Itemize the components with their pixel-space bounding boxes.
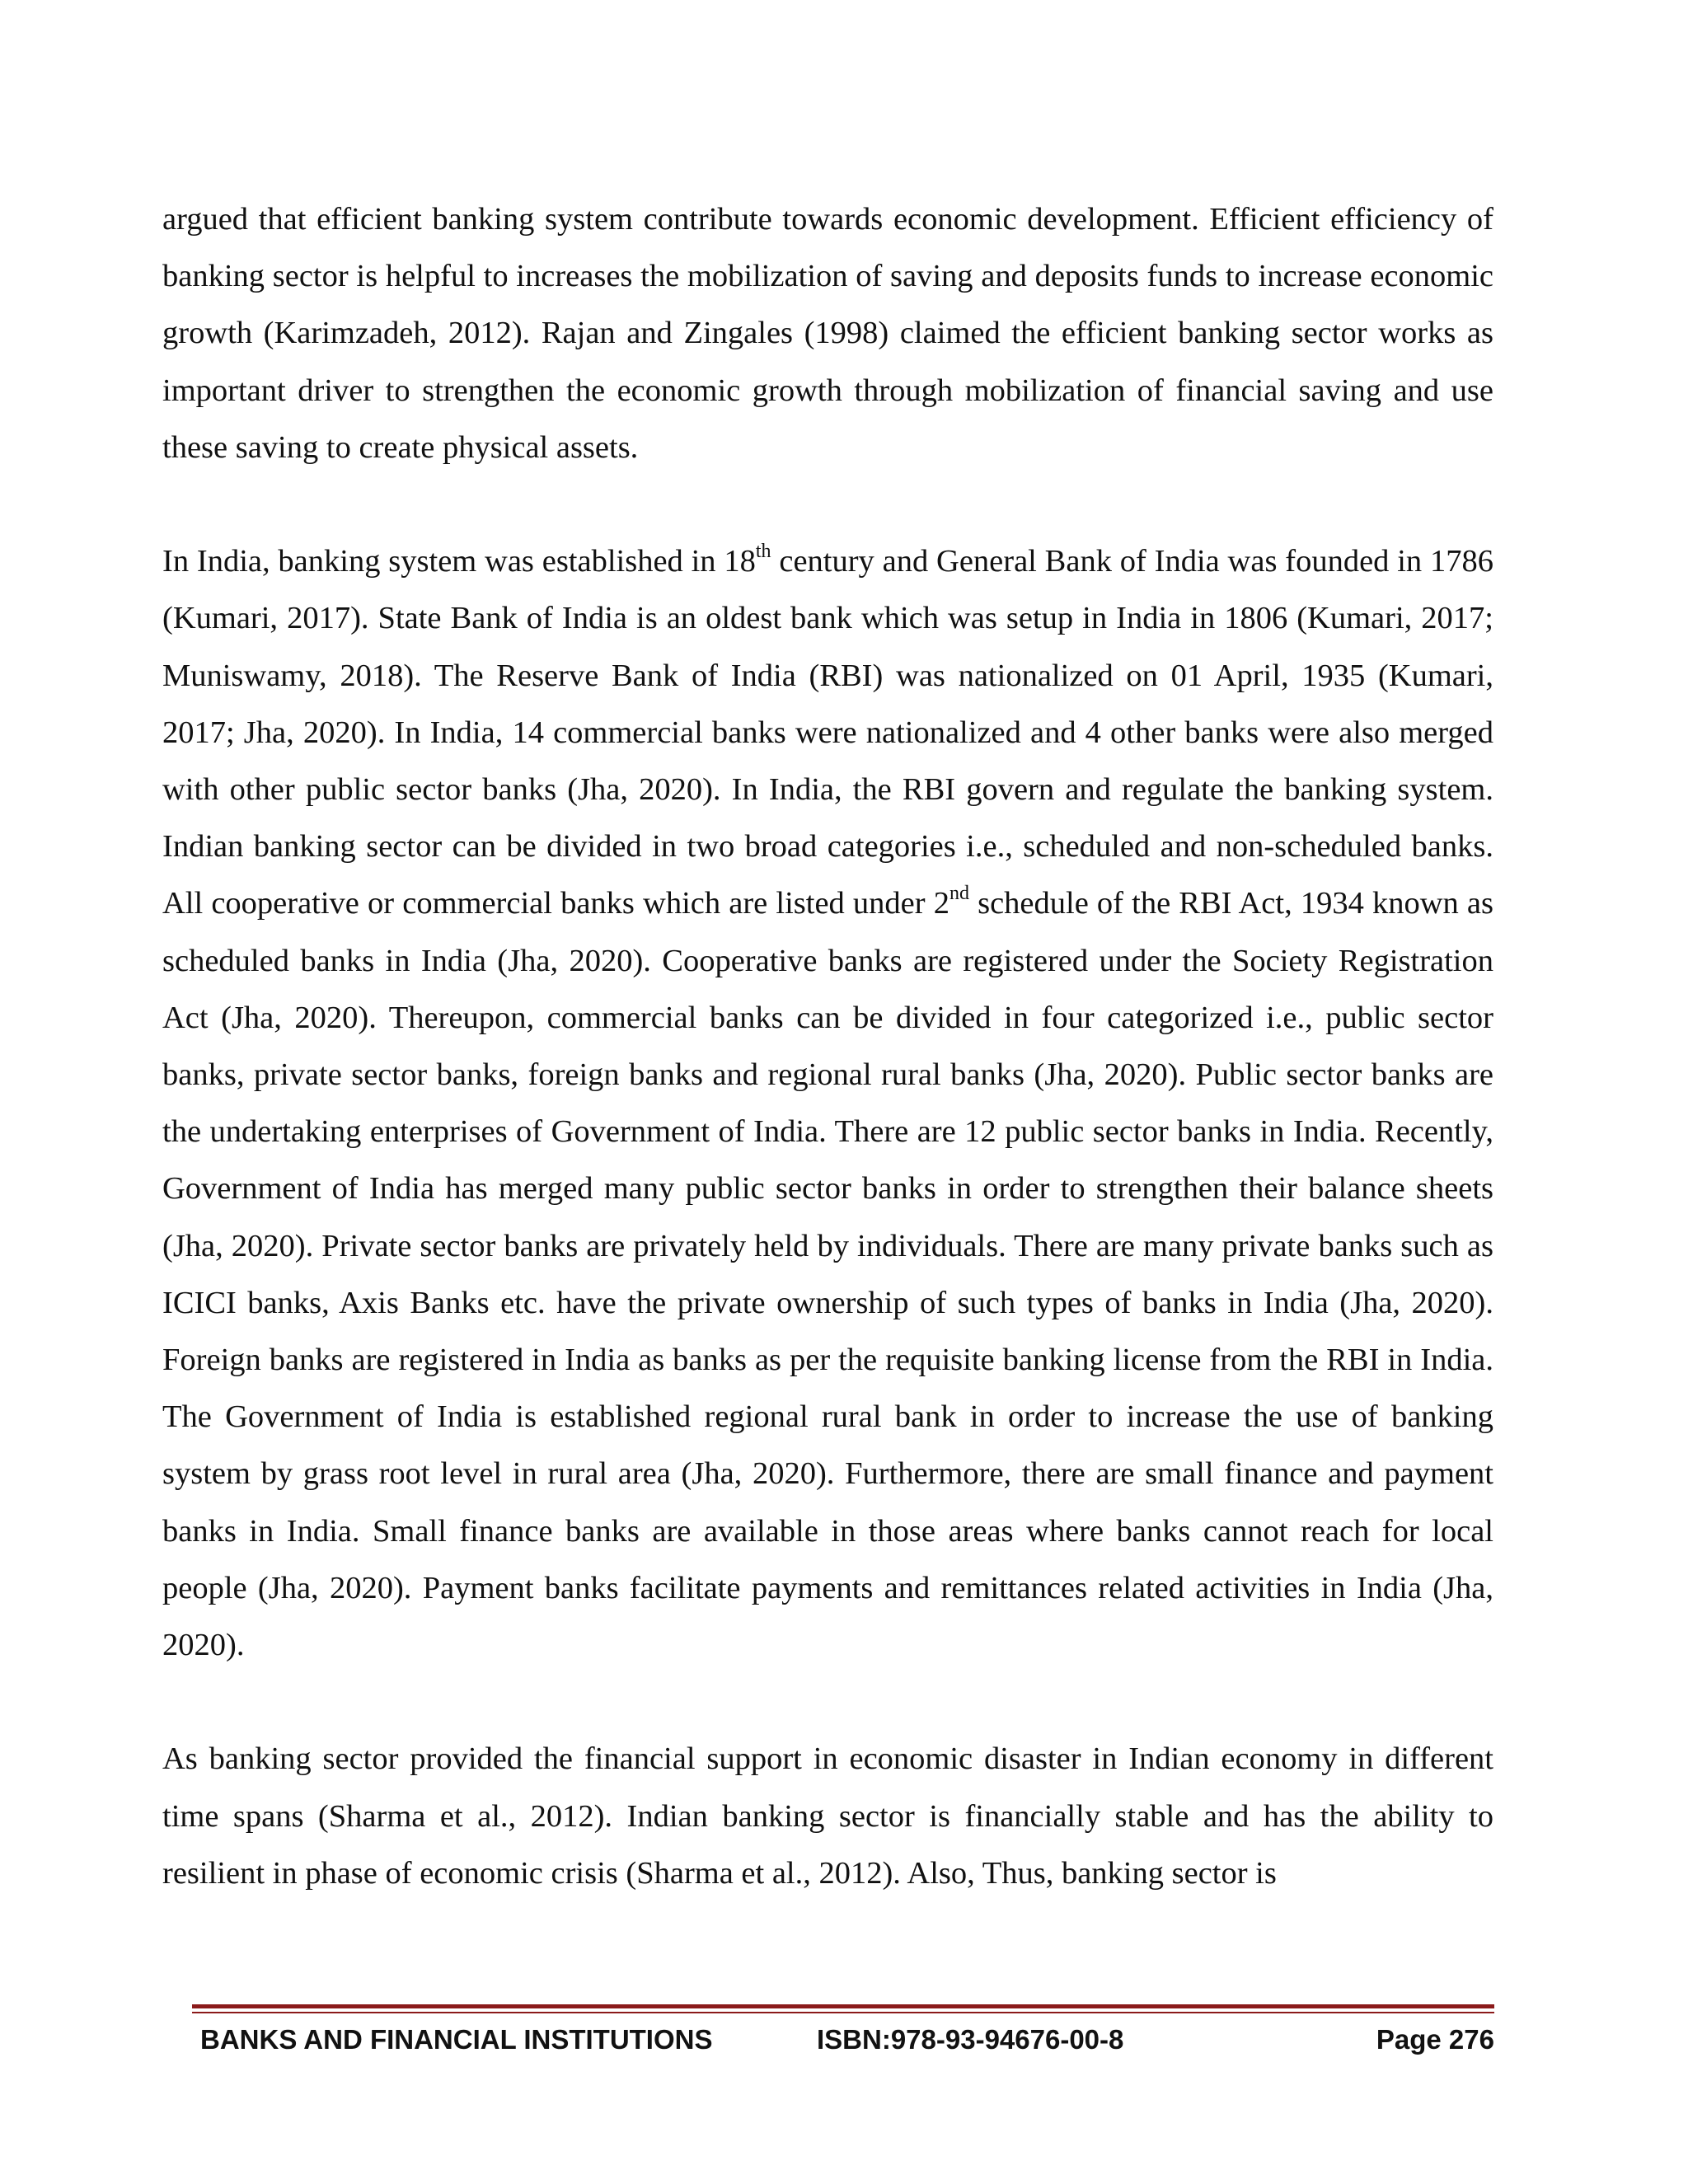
footer-divider-thin (192, 2012, 1494, 2013)
paragraph-2-text-a: In India, banking system was established in 18 (162, 544, 756, 579)
paragraph-3 (162, 1731, 1493, 1902)
paragraph-3-text: As banking sector provided the financial support in economic disaster in Indian economy in different time spans (Sharma et al., 2012). Indian banking sector is financially stable and has the ability to resilient in phase of economic crisis (Sharma et al., 2012). Also, Thus, banking sector is (162, 1741, 1493, 1891)
footer-isbn: ISBN:978-93-94676-00-8 (817, 2024, 1124, 2055)
ordinal-superscript-nd: nd (949, 883, 969, 905)
paragraph-1-text: argued that efficient banking system contribute towards economic development. Efficient efficiency of banking sector is helpful to increases the mobilization of saving and deposits funds to increase economic growth (Karimzadeh, 2012). Rajan and Zingales (1998) claimed the efficient banking sector works as important driver to strengthen the economic growth through mobilization of financial saving and use these saving to create physical assets. (162, 202, 1493, 465)
footer-divider-thick (192, 2004, 1494, 2008)
paragraph-2 (162, 533, 1493, 1674)
paragraph-2-text-c: schedule of the RBI Act, 1934 known as scheduled banks in India (Jha, 2020). Cooperative banks are registered under the Society Registration Act (Jha, 2020). Thereupon, commercial banks can be divided in four categorized i.e., public sector banks, private sector banks, foreign banks and regional rural banks (Jha, 2020). Public sector banks are the undertaking enterprises of Government of India. There are 12 public sector banks in India. Recently, Government of India has merged many public sector banks in order to strengthen their balance sheets (Jha, 2020). Private sector banks are privately held by individuals. There are many private banks such as ICICI banks, Axis Banks etc. have the private ownership of such types of banks in India (Jha, 2020). Foreign banks are registered in India as banks as per the requisite banking license from the RBI in India. The Government of India is established regional rural bank in order to increase the use of banking system by grass root level in rural area (Jha, 2020). Furthermore, there are small finance and payment banks in India. Small finance banks are available in those areas where banks cannot reach for local people (Jha, 2020). Payment banks facilitate payments and remittances related activities in India (Jha, 2020). (162, 886, 1493, 1663)
ordinal-superscript-th: th (755, 541, 771, 563)
footer-book-title: BANKS AND FINANCIAL INSTITUTIONS (200, 2024, 713, 2055)
paragraph-2-text-b: century and General Bank of India was founded in 1786 (Kumari, 2017). State Bank of India is an oldest bank which was setup in India in 1806 (Kumari, 2017; Muniswamy, 2018). The Reserve Bank of India (RBI) was nationalized on 01 April, 1935 (Kumari, 2017; Jha, 2020). In India, 14 commercial banks were nationalized and 4 other banks were also merged with other public sector banks (Jha, 2020). In India, the RBI govern and regulate the banking system. Indian banking sector can be divided in two broad categories i.e., scheduled and non-scheduled banks. All cooperative or commercial banks which are listed under 2 (162, 544, 1493, 921)
footer-page-number: Page 276 (1376, 2024, 1494, 2055)
paragraph-1 (162, 191, 1493, 476)
body-text (162, 191, 1493, 1902)
page-footer (200, 2018, 1494, 2067)
